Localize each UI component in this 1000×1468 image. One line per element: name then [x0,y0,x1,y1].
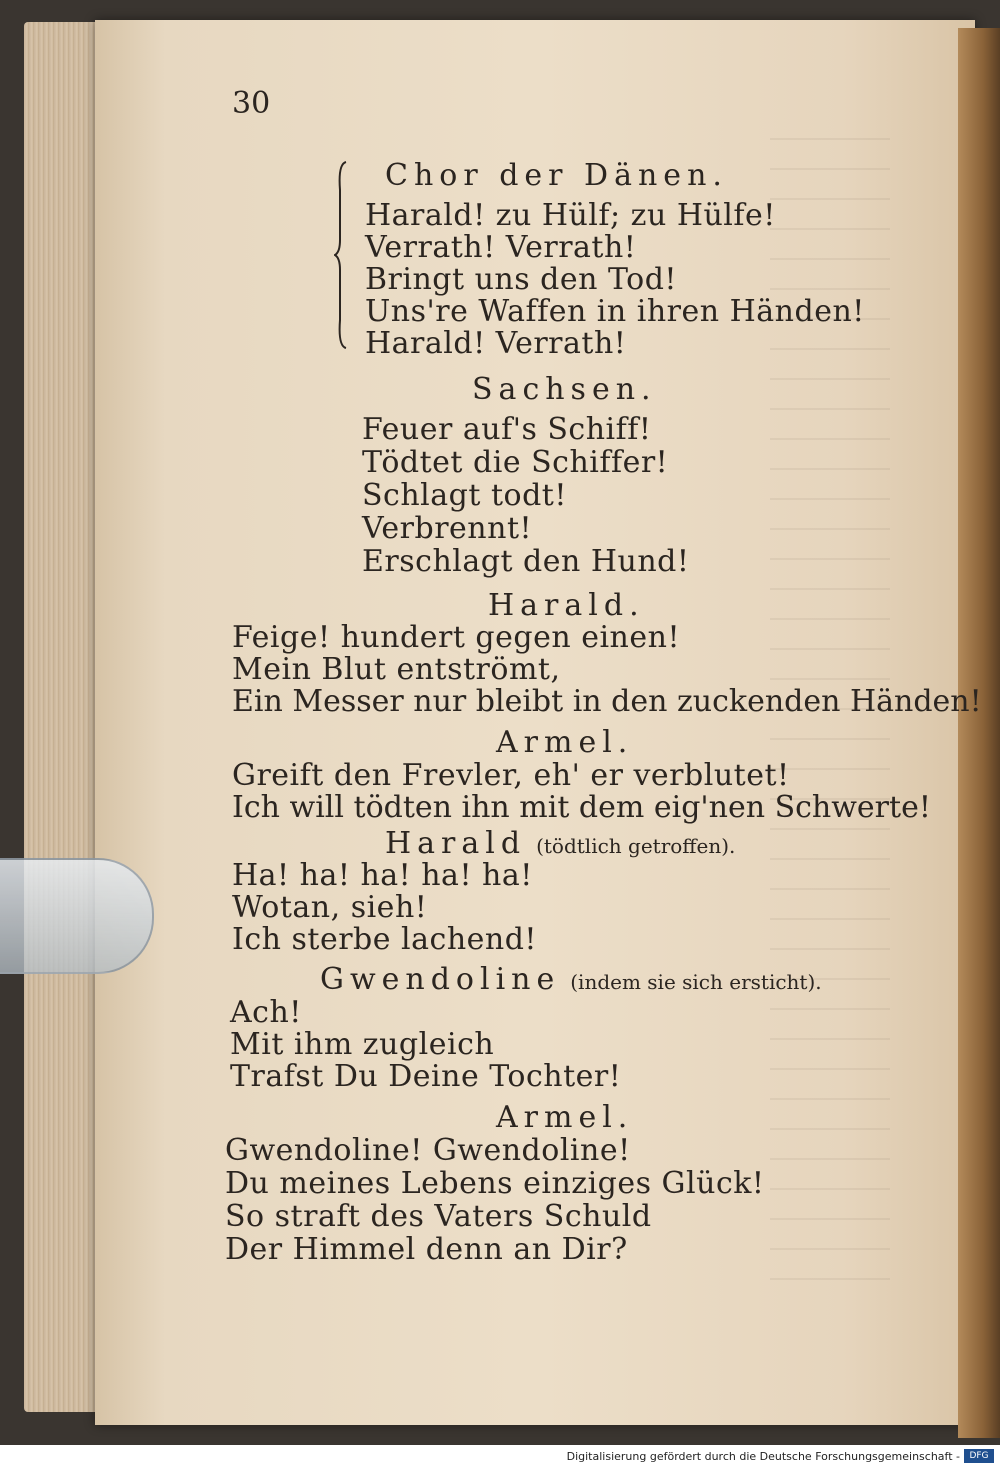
scanner-page-clip [0,858,154,974]
verse-line: Uns're Waffen in ihren Händen! [365,294,865,329]
stage-direction: (indem sie sich ersticht). [570,970,822,994]
verse-line: Verbrennt! [362,511,533,546]
verse-line: Du meines Lebens einziges Glück! [225,1166,765,1201]
verse-line: Tödtet die Schiffer! [362,445,669,480]
verse-line: Gwendoline! Gwendoline! [225,1133,631,1168]
verse-line: Ha! ha! ha! ha! ha! [232,858,533,893]
verse-line: Wotan, sieh! [232,890,428,925]
verse-line: Trafst Du Deine Tochter! [230,1059,622,1094]
footer-bar [0,1445,1000,1468]
speaker-armel: Armel. [496,1100,634,1135]
speaker-armel: Armel. [496,725,634,760]
speaker-sachsen: Sachsen. [472,372,657,407]
verse-line: Ich will tödten ihn mit dem eig'nen Schwerte! [232,790,931,825]
verse-line: Greift den Frevler, eh' er verblutet! [232,758,790,793]
verse-line: Schlagt todt! [362,478,567,513]
verse-line: Feige! hundert gegen einen! [232,620,681,655]
speaker-gwendoline: Gwendoline (indem sie sich ersticht). [320,962,822,997]
verse-line: Mit ihm zugleich [230,1027,495,1062]
chorus-brace [334,160,348,350]
stage-direction: (tödtlich getroffen). [536,834,736,858]
verse-line: Verrath! Verrath! [365,230,637,265]
verse-line: So straft des Vaters Schuld [225,1199,652,1234]
verse-line: Bringt uns den Tod! [365,262,677,297]
speaker-chor-der-daenen: Chor der Dänen. [385,158,728,193]
verse-line: Ach! [230,995,302,1030]
verse-line: Der Himmel denn an Dir? [225,1232,628,1267]
book-cover-edge [958,28,1000,1438]
verse-line: Mein Blut entströmt, [232,652,561,687]
speaker-harald: Harald. [488,588,645,623]
verse-line: Harald! Verrath! [365,326,627,361]
verse-line: Ich sterbe lachend! [232,922,537,957]
verse-line: Harald! zu Hülf; zu Hülfe! [365,198,776,233]
verse-line: Feuer auf's Schiff! [362,412,652,447]
dfg-logo-icon: DFG [964,1449,994,1463]
funding-notice: Digitalisierung gefördert durch die Deutsche Forschungsgemeinschaft - [566,1450,960,1463]
speaker-harald-direction: Harald (tödtlich getroffen). [385,826,736,861]
verse-line: Ein Messer nur bleibt in den zuckenden Händen! [232,684,982,719]
verse-line: Erschlagt den Hund! [362,544,690,579]
page-number: 30 [232,86,271,121]
